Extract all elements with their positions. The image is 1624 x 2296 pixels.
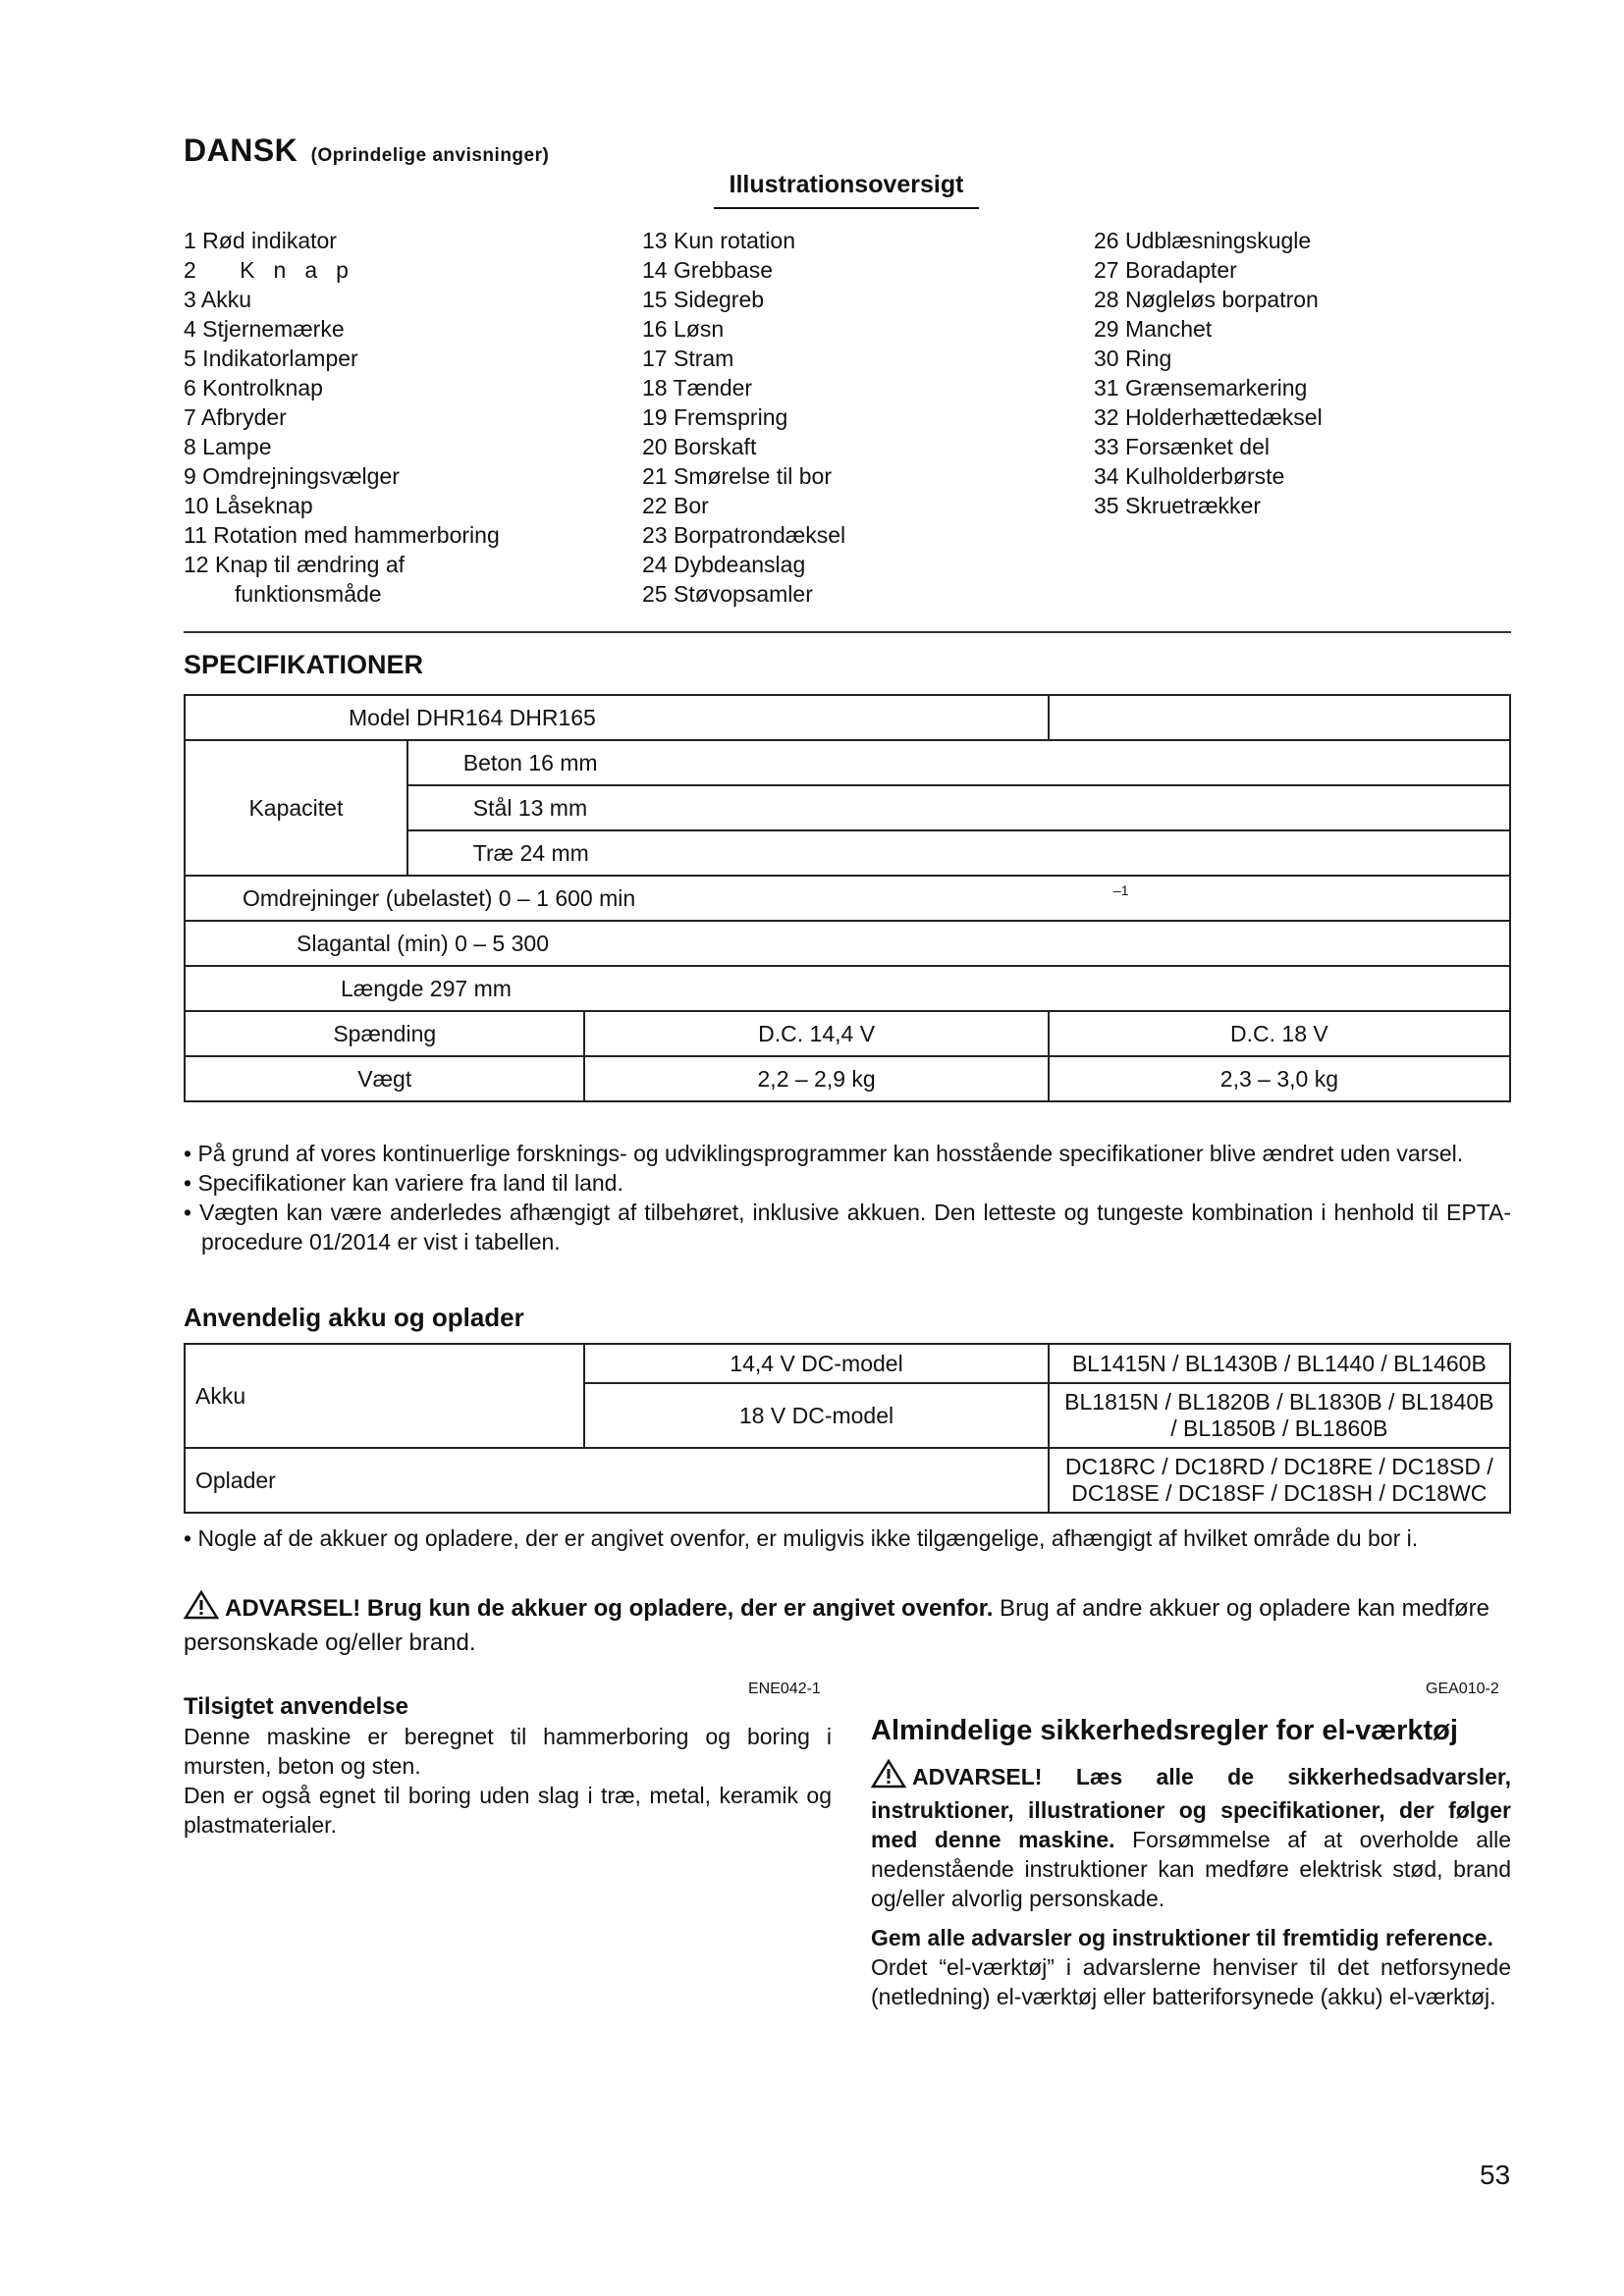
safety-save-note — [871, 1923, 1511, 2011]
akku-label: Akku — [185, 1344, 584, 1448]
warning-text: Brug af andre akkuer og opladere kan medføre personskade og/eller brand. — [184, 1595, 1490, 1656]
model-cell: Model DHR164 DHR165 — [185, 695, 1049, 740]
part-item: 29 Manchet — [1094, 316, 1213, 342]
charger-label: Oplader — [185, 1448, 1049, 1513]
part-item: 1 Rød indikator — [184, 228, 337, 253]
part-item: 11 Rotation med hammerboring — [184, 522, 500, 548]
warning-bold-text: ADVARSEL! Brug kun de akkuer og opladere, der er angivet ovenfor. — [225, 1595, 994, 1622]
part-item: 8 Lampe — [184, 434, 272, 459]
part-item: 12 Knap til ændring af — [184, 552, 406, 577]
section-divider — [184, 631, 1511, 633]
safety-definition: Ordet “el-værktøj” i advarslerne henviser til det netforsynede (netledning) el-værktøj eller batteriforsynede (akku) el-værktøj. — [871, 1954, 1511, 2009]
battery-section-title: Anvendelig akku og oplader — [184, 1303, 524, 1332]
parts-list-column-1 — [184, 226, 500, 609]
part-item: 14 Grebbase — [642, 257, 773, 283]
intended-use-section — [184, 1692, 832, 1840]
part-item: 2 Knap — [184, 257, 367, 283]
part-item: 5 Indikatorlamper — [184, 346, 358, 371]
safety-section — [871, 1716, 1511, 2021]
part-item: 3 Akku — [184, 287, 252, 312]
voltage-label: Spænding — [185, 1011, 584, 1056]
part-item: 7 Afbryder — [184, 404, 287, 430]
table-row — [185, 695, 1510, 740]
intended-use-paragraph: Den er også egnet til boring uden slag i træ, metal, keramik og plastmaterialer. — [184, 1783, 832, 1838]
safety-warning-text: Forsømmelse af at overholde alle nedenstående instruktioner kan medføre elektrisk stød, brand og/eller alvorlig personskade. — [871, 1827, 1512, 1911]
page-number: 53 — [1480, 2160, 1511, 2190]
part-item: 19 Fremspring — [642, 404, 788, 430]
part-item: 24 Dybdeanslag — [642, 552, 806, 577]
table-row — [185, 966, 1510, 1011]
language-subtitle: (Oprindelige anvisninger) — [310, 145, 550, 166]
parts-list-column-3 — [1094, 226, 1323, 520]
manual-page — [184, 0, 1511, 2296]
weight-value: 2,2 – 2,9 kg — [584, 1056, 1048, 1101]
parts-list-column-2 — [642, 226, 845, 609]
safety-title: Almindelige sikkerhedsregler for el-værktøj — [871, 1715, 1458, 1746]
safety-warning — [871, 1759, 1511, 1913]
table-row — [185, 1344, 1510, 1383]
voltage-value: D.C. 14,4 V — [584, 1011, 1048, 1056]
battery-list: BL1815N / BL1820B / BL1830B / BL1840B / BL1850B / BL1860B — [1049, 1383, 1510, 1448]
part-item: 32 Holderhættedæksel — [1094, 404, 1323, 430]
warning-triangle-icon — [184, 1590, 219, 1628]
table-row — [185, 921, 1510, 966]
battery-warning — [184, 1590, 1511, 1658]
table-row — [185, 1056, 1510, 1101]
part-item: 18 Tænder — [642, 375, 753, 400]
safety-save-bold: Gem alle advarsler og instruktioner til fremtidig reference. — [871, 1925, 1493, 1950]
capacity-label: Kapacitet — [185, 740, 407, 876]
capacity-value: Beton 16 mm — [407, 740, 1510, 785]
part-item: 20 Borskaft — [642, 434, 757, 459]
part-item-continuation: funktionsmåde — [235, 581, 382, 607]
part-item: 6 Kontrolknap — [184, 375, 323, 400]
part-item: 31 Grænsemarkering — [1094, 375, 1308, 400]
weight-value: 2,3 – 3,0 kg — [1049, 1056, 1510, 1101]
specifications-title: SPECIFIKATIONER — [184, 650, 424, 679]
voltage-value: D.C. 18 V — [1049, 1011, 1510, 1056]
part-item: 25 Støvopsamler — [642, 581, 813, 607]
spec-note: • Vægten kan være anderledes afhængigt af tilbehøret, inklusive akkuen. Den letteste og tungeste kombination i henhold til EPTA-procedure 01/2014 er vist i tabellen. — [184, 1200, 1511, 1255]
part-item: 23 Borpatrondæksel — [642, 522, 846, 548]
intended-use-title: Tilsigtet anvendelse — [184, 1693, 408, 1720]
safety-warning-bold: ADVARSEL! Læs alle de sikkerhedsadvarsler, instruktioner, illustrationer og specifikationer, der følger med denne maskine. — [871, 1764, 1511, 1852]
rpm-unit-exponent: –1 — [1113, 882, 1129, 898]
weight-label: Vægt — [185, 1056, 584, 1101]
part-item: 16 Løsn — [642, 316, 725, 342]
rpm-value: Omdrejninger (ubelastet) 0 – 1 600 min — [243, 884, 636, 911]
part-item: 10 Låseknap — [184, 493, 313, 518]
spec-note: • Specifikationer kan variere fra land til land. — [184, 1170, 623, 1196]
language-header — [184, 133, 549, 169]
battery-note — [184, 1523, 1511, 1553]
charger-list: DC18RC / DC18RD / DC18RE / DC18SD / DC18SE / DC18SF / DC18SH / DC18WC — [1049, 1448, 1510, 1513]
empty-cell — [1049, 695, 1510, 740]
part-item: 9 Omdrejningsvælger — [184, 463, 400, 489]
capacity-value: Stål 13 mm — [407, 785, 1510, 830]
battery-table — [184, 1343, 1511, 1514]
doc-code-right: GEA010-2 — [1426, 1681, 1499, 1697]
language-title: DANSK — [184, 133, 298, 168]
part-item: 27 Boradapter — [1094, 257, 1237, 283]
part-item: 26 Udblæsningskugle — [1094, 228, 1312, 253]
specifications-table — [184, 694, 1511, 1102]
table-row — [185, 1448, 1510, 1513]
part-item: 17 Stram — [642, 346, 734, 371]
table-row — [185, 740, 1510, 785]
part-item: 4 Stjernemærke — [184, 316, 345, 342]
table-row — [185, 1011, 1510, 1056]
warning-triangle-icon — [871, 1759, 906, 1795]
part-item: 30 Ring — [1094, 346, 1172, 371]
part-item: 28 Nøgleløs borpatron — [1094, 287, 1319, 312]
capacity-value: Træ 24 mm — [407, 830, 1510, 876]
doc-code-left: ENE042-1 — [748, 1681, 821, 1697]
table-row — [185, 876, 1510, 921]
spec-note: • På grund af vores kontinuerlige forsknings- og udviklingsprogrammer kan hosstående specifikationer blive ændret uden varsel. — [184, 1141, 1464, 1166]
part-item: 33 Forsænket del — [1094, 434, 1270, 459]
spec-notes — [184, 1139, 1511, 1256]
part-item: 34 Kulholderbørste — [1094, 463, 1285, 489]
battery-availability-note: • Nogle af de akkuer og opladere, der er angivet ovenfor, er muligvis ikke tilgængelige, afhængigt af hvilket område du bor i. — [184, 1525, 1419, 1551]
intended-use-paragraph: Denne maskine er beregnet til hammerboring og boring i mursten, beton og sten. — [184, 1724, 832, 1779]
part-item: 15 Sidegreb — [642, 287, 765, 312]
part-item: 22 Bor — [642, 493, 709, 518]
illustration-overview-title: Illustrationsoversigt — [714, 171, 979, 209]
battery-model: 18 V DC-model — [584, 1383, 1048, 1448]
blows-cell: Slagantal (min) 0 – 5 300 — [185, 921, 1510, 966]
part-item: 21 Smørelse til bor — [642, 463, 833, 489]
battery-list: BL1415N / BL1430B / BL1440 / BL1460B — [1049, 1344, 1510, 1383]
rpm-cell — [185, 876, 1510, 921]
battery-model: 14,4 V DC-model — [584, 1344, 1048, 1383]
part-item: 13 Kun rotation — [642, 228, 796, 253]
length-cell: Længde 297 mm — [185, 966, 1510, 1011]
part-item: 35 Skruetrækker — [1094, 493, 1262, 518]
